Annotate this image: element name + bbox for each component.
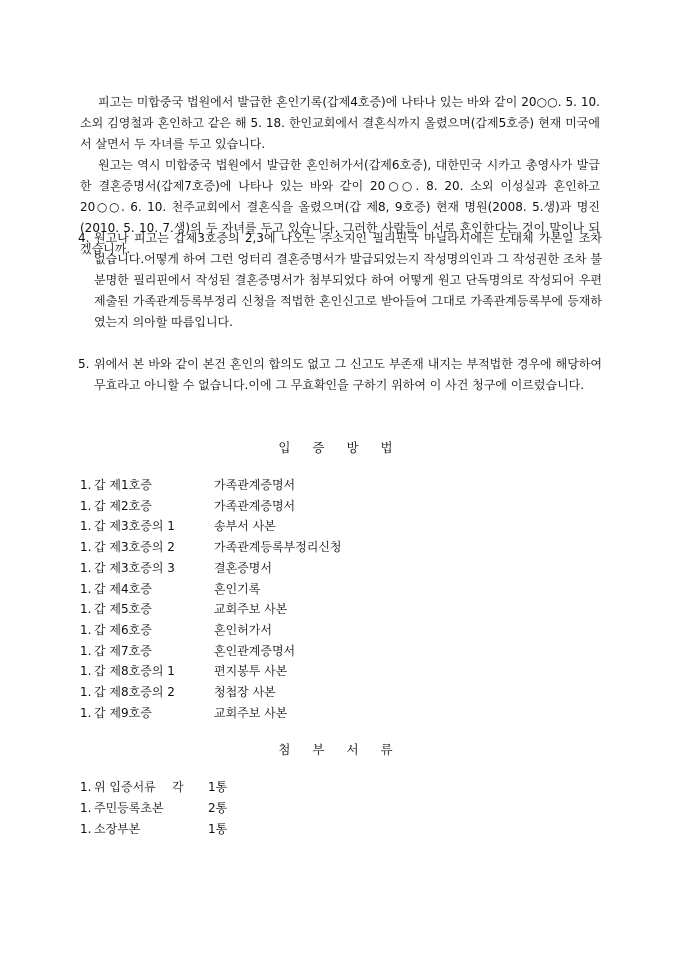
evidence-code: 갑 제4호증 (94, 581, 152, 596)
evidence-index: 1. (80, 478, 92, 492)
evidence-index: 1. (80, 560, 92, 575)
evidence-row (80, 662, 287, 680)
evidence-row (80, 476, 295, 494)
evidence-index: 1. (80, 643, 92, 658)
evidence-code: 갑 제9호증 (94, 705, 152, 720)
evidence-code: 갑 제5호증 (94, 602, 152, 617)
evidence-description: 편지봉투 사본 (214, 664, 288, 679)
attachment-qty-word: 각 (172, 780, 184, 794)
paragraph-defendant-marriage: 피고는 미합중국 법원에서 발급한 혼인기록(갑제4호증)에 나타나 있는 바와 같이 20○○. 5. 10. 소외 김영철과 혼인하고 같은 해 5. 18. 한인교회에서 결혼식까지 올렸으며(갑제5호증) 현재 미국에서 살면서 두 자녀를 두고 있습니다. (80, 95, 600, 151)
evidence-description: 혼인기록 (214, 581, 261, 596)
evidence-index: 1. (80, 498, 92, 513)
evidence-row (80, 517, 276, 535)
attachment-name: 위 입증서류 (94, 780, 156, 794)
evidence-code: 갑 제3호증의 1 (94, 519, 175, 534)
evidence-index: 1. (80, 540, 92, 555)
evidence-index: 1. (80, 664, 92, 679)
evidence-description: 청첩장 사본 (214, 685, 276, 699)
evidence-description: 교회주보 사본 (214, 705, 288, 720)
evidence-index: 1. (80, 602, 92, 617)
attachment-row (80, 799, 227, 816)
evidence-description: 가족관계증명서 (214, 478, 296, 492)
evidence-description: 가족관계증명서 (214, 498, 296, 513)
evidence-index: 1. (80, 581, 92, 596)
evidence-code: 갑 제3호증의 2 (94, 540, 175, 555)
evidence-description: 혼인허가서 (214, 622, 272, 637)
evidence-row (80, 642, 295, 660)
attachment-quantity: 1통 (208, 822, 228, 836)
evidence-row (80, 704, 287, 722)
evidence-description: 교회주보 사본 (214, 602, 288, 617)
section-heading-evidence: 입 증 방 법 (278, 440, 402, 455)
evidence-code: 갑 제1호증 (94, 478, 152, 492)
evidence-row (80, 621, 272, 639)
evidence-description: 결혼증명서 (214, 560, 272, 575)
numbered-item-5 (78, 354, 602, 396)
item-number: 5. (78, 357, 90, 371)
evidence-description: 가족관계등록부정리신청 (214, 540, 342, 555)
attachment-name: 주민등록초본 (94, 801, 164, 815)
evidence-index: 1. (80, 705, 92, 720)
numbered-item-4 (78, 228, 602, 333)
evidence-code: 갑 제3호증의 3 (94, 560, 175, 575)
evidence-index: 1. (80, 519, 92, 534)
evidence-row (80, 683, 276, 701)
evidence-code: 갑 제7호증 (94, 643, 152, 658)
attachment-quantity: 1통 (208, 780, 228, 794)
item-text: 위에서 본 바와 같이 본건 혼인의 합의도 없고 그 신고도 부존재 내지는 부적법한 경우에 해당하여 무효라고 아니할 수 없습니다.이에 그 무효확인을 구하기 위하여 이 사건 청구에 이르렀습니다. (94, 357, 602, 392)
attachment-index: 1. (80, 780, 92, 794)
attachment-row (80, 778, 227, 795)
attachment-index: 1. (80, 822, 92, 836)
evidence-index: 1. (80, 622, 92, 637)
evidence-description: 송부서 사본 (214, 519, 276, 534)
evidence-row (80, 559, 272, 577)
evidence-code: 갑 제8호증의 1 (94, 664, 175, 679)
evidence-index: 1. (80, 685, 92, 699)
evidence-row (80, 497, 295, 515)
evidence-row (80, 538, 342, 556)
evidence-row (80, 600, 287, 618)
evidence-code: 갑 제6호증 (94, 622, 152, 637)
attachment-name: 소장부본 (94, 822, 141, 836)
evidence-code: 갑 제8호증의 2 (94, 685, 175, 699)
evidence-code: 갑 제2호증 (94, 498, 152, 513)
item-number: 4. (78, 231, 90, 245)
evidence-description: 혼인관계증명서 (214, 643, 296, 658)
attachment-index: 1. (80, 801, 92, 815)
section-heading-attachments: 첨 부 서 류 (278, 742, 402, 757)
attachment-row (80, 820, 227, 837)
item-text: 원고나 피고는 갑제3호증의 2,3에 나오는 주소지인 필리핀국 마닐라시에는 도대체 가본일 조차 없습니다.어떻게 하여 그런 엉터리 결혼증명서가 발급되었는지 작성명의인과 그 작성권한 조차 불분명한 필리핀에서 작성된 결혼증명서가 첨부되었다 하여 어떻게 원고 단독명의로 작성되어 우편제출된 가족관계등록부정리 신청을 적법한 혼인신고로 받아들여 그대로 가족관계등록부에 등재하였는지 의아할 따름입니다. (94, 231, 602, 329)
paragraph-plaintiff-marriage: 원고는 역시 미합중국 법원에서 발급한 혼인허가서(갑제6호증), 대한민국 시카고 총영사가 발급한 결혼증명서(갑제7호증)에 나타나 있는 바와 같이 20○○. 8. 20. 소외 이성실과 혼인하고 20○○. 6. 10. 천주교회에서 결혼식을 올렸으며(갑 제8, 9호증) 현재 명원(2008. 5.생)과 명진(2010. 5. 10. 7.생)의 두 자녀를 두고 있습니다. 그러한 사람들이 서로 혼인한다는 것이 말이나 되겠습니까. (80, 158, 600, 256)
attachment-quantity: 2통 (208, 801, 228, 815)
evidence-row (80, 580, 260, 598)
